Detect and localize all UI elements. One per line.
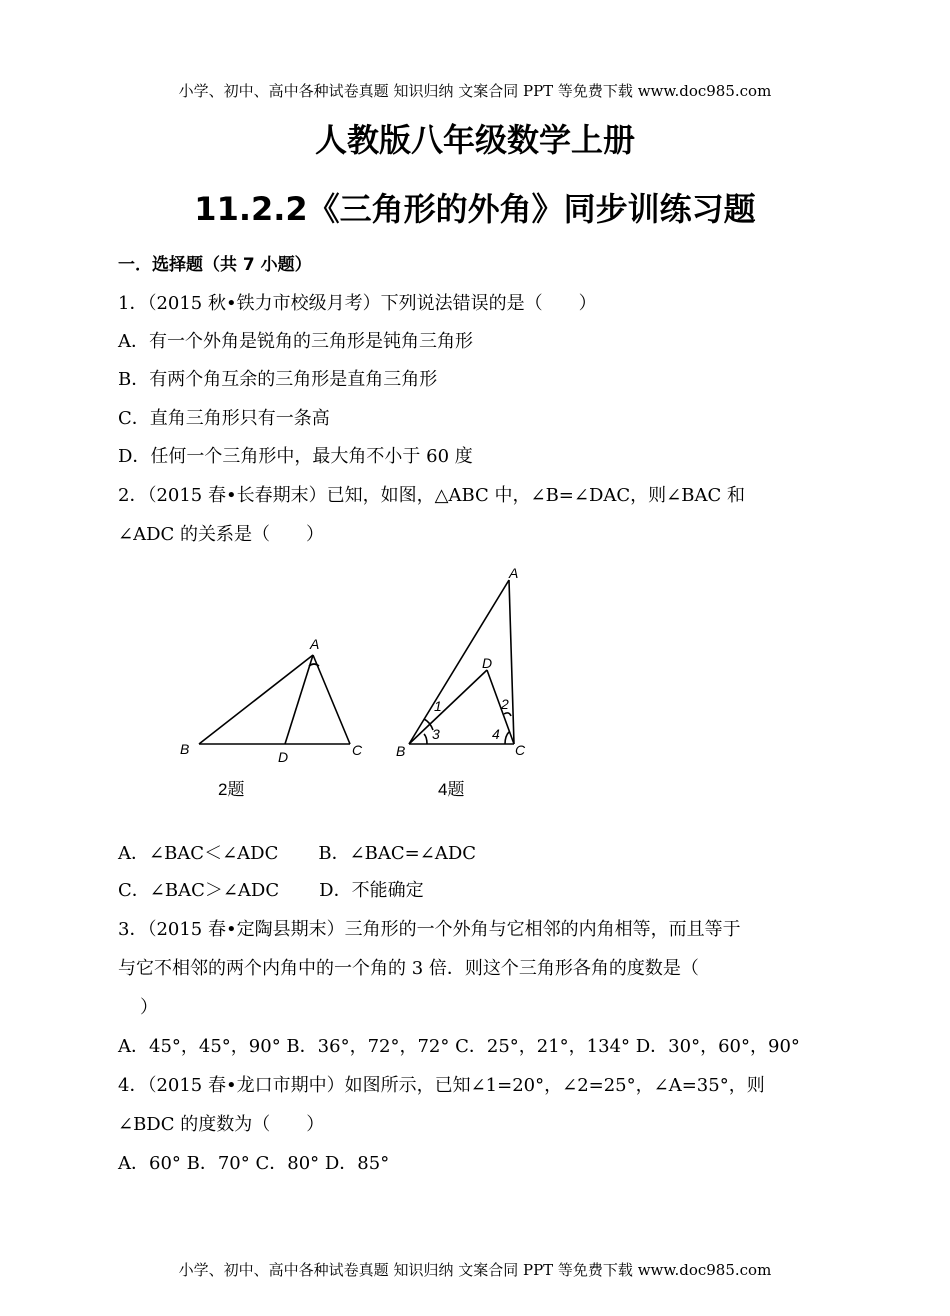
q1-option-c: C．直角三角形只有一条高 (118, 408, 330, 429)
q4-options: A．60° B．70° C．80° D．85° (118, 1153, 390, 1174)
page-footer: 小学、初中、高中各种试卷真题 知识归纳 文案合同 PPT 等免费下载 www.doc985.com (178, 1261, 772, 1279)
q2-options-row2 (118, 876, 424, 902)
fig4-caption: 4题 (438, 780, 465, 799)
q1-option-a: A．有一个外角是锐角的三角形是钝角三角形 (118, 331, 473, 352)
fig2-label-c: C (352, 742, 363, 758)
figure-2 (199, 655, 350, 744)
doc-title: 人教版八年级数学上册 (314, 121, 635, 159)
q4-stem-line2: ∠BDC 的度数为（ ） (118, 1114, 325, 1135)
q2-option-a: A．∠BAC＜∠ADC (118, 843, 279, 864)
page-header: 小学、初中、高中各种试卷真题 知识归纳 文案合同 PPT 等免费下载 www.doc985.com (178, 82, 772, 100)
q2-options-row1 (118, 839, 476, 865)
fig4-angle-3: 3 (432, 726, 440, 742)
fig4-angle-2: 2 (501, 696, 509, 712)
fig4-label-a: A (509, 565, 519, 581)
q1-option-b: B．有两个角互余的三角形是直角三角形 (118, 369, 438, 390)
figures-panel (170, 560, 550, 805)
figure-4 (409, 580, 514, 744)
q4-stem-line1: 4．（2015 春•龙口市期中）如图所示，已知∠1=20°，∠2=25°，∠A=35°，则 (118, 1075, 765, 1096)
section-heading: 一．选择题（共 7 小题） (118, 255, 312, 275)
fig2-caption: 2题 (218, 780, 245, 799)
fig4-label-d: D (482, 655, 493, 671)
q2-option-b: B．∠BAC=∠ADC (318, 843, 477, 864)
q2-option-d: D．不能确定 (319, 880, 424, 901)
fig2-label-a: A (310, 636, 320, 652)
q2-option-c: C．∠BAC＞∠ADC (118, 880, 280, 901)
fig2-label-d: D (278, 749, 289, 765)
q1-option-d: D．任何一个三角形中，最大角不小于 60 度 (118, 446, 473, 467)
fig4-angle-4: 4 (492, 726, 500, 742)
q3-options: A．45°，45°，90° B．36°，72°，72° C．25°，21°，134° D．30°，60°，90° (118, 1036, 800, 1057)
fig4-label-c: C (515, 742, 526, 758)
q3-stem-line3: ） (140, 997, 158, 1018)
q2-stem-line1: 2．（2015 春•长春期末）已知，如图，△ABC 中，∠B=∠DAC，则∠BAC 和 (118, 485, 745, 506)
fig4-angle-1: 1 (434, 698, 442, 714)
q1-stem: 1．（2015 秋•铁力市校级月考）下列说法错误的是（ ） (118, 293, 597, 314)
fig4-label-b: B (396, 743, 406, 759)
q3-stem-line2: 与它不相邻的两个内角中的一个角的 3 倍．则这个三角形各角的度数是（ (118, 958, 699, 979)
q2-stem-line2: ∠ADC 的关系是（ ） (118, 524, 325, 545)
q3-stem-line1: 3．（2015 春•定陶县期末）三角形的一个外角与它相邻的内角相等，而且等于 (118, 919, 741, 940)
fig2-label-b: B (180, 741, 190, 757)
doc-subtitle: 11.2.2《三角形的外角》同步训练习题 (194, 190, 756, 228)
